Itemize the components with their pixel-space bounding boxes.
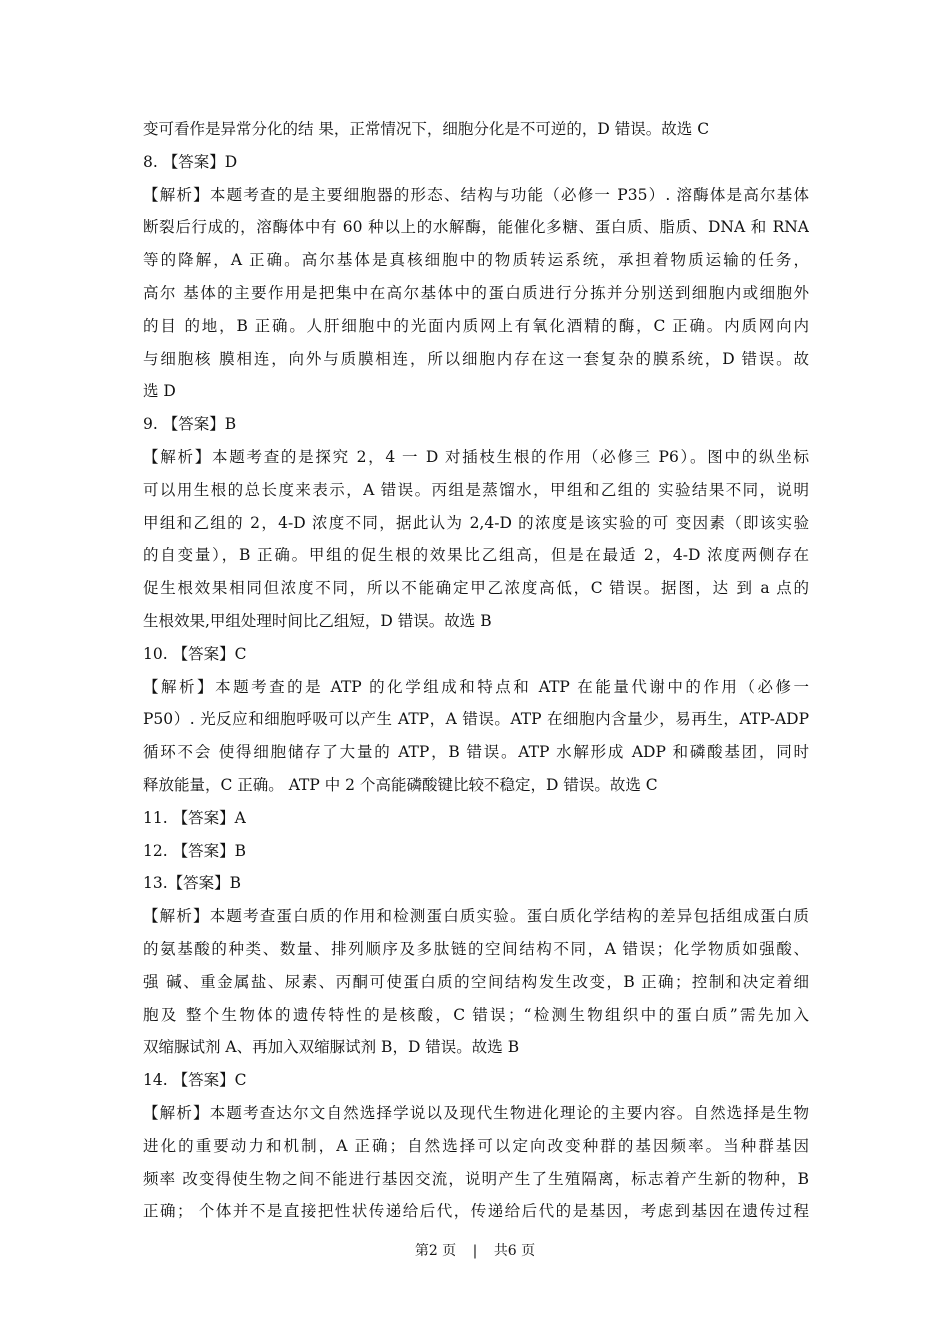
- text-line: 高尔 基体的主要作用是把集中在高尔基体中的蛋白质进行分拣并分别送到细胞内或细胞外: [143, 283, 809, 302]
- page-number: 第2 页: [414, 1243, 457, 1259]
- text-line: 可以用生根的总长度来表示，A 错误。丙组是蒸馏水，甲组和乙组的 实验结果不同，说明: [143, 480, 809, 499]
- text-line: 等的降解，A 正确。高尔基体是真核细胞中的物质转运系统，承担着物质运输的任务，: [143, 251, 809, 270]
- text-line: 生根效果,甲组处理时间比乙组短，D 错误。故选 B: [143, 611, 492, 630]
- text-line: 变可看作是异常分化的结 果，正常情况下，细胞分化是不可逆的，D 错误。故选 C: [143, 120, 710, 138]
- text-line: 【解析】本题考查的是探究 2，4 一 D 对插枝生根的作用（必修三 P6）。图中的纵坐标: [143, 447, 809, 466]
- text-line: 【解析】本题考查达尔文自然选择学说以及现代生物进化理论的主要内容。自然选择是生物: [143, 1103, 809, 1122]
- text-line: 【解析】本题考查的是 ATP 的化学组成和特点和 ATP 在能量代谢中的作用（必修一: [143, 677, 809, 696]
- text-line: 促生根效果相同但浓度不同，所以不能确定甲乙浓度高低，C 错误。据图，达 到 a 点的: [143, 579, 809, 598]
- text-line: 的自变量），B 正确。甲组的促生根的效果比乙组高，但是在最适 2，4-D 浓度两侧存在: [143, 546, 809, 565]
- text-line: 频率 改变得使生物之间不能进行基因交流，说明产生了生殖隔离，标志着产生新的物种，B: [143, 1169, 809, 1188]
- text-line: 【解析】本题考查的是主要细胞器的形态、结构与功能（必修一 P35）. 溶酶体是高尔基体: [143, 185, 809, 204]
- answer-analysis-text: [143, 113, 809, 1228]
- text-line: 进化的重要动力和机制，A 正确；自然选择可以定向改变种群的基因频率。当种群基因: [143, 1136, 809, 1155]
- text-line: 12. 【答案】B: [143, 841, 246, 860]
- text-line: 14. 【答案】C: [143, 1071, 247, 1090]
- text-line: 强 碱、重金属盐、尿素、丙酮可使蛋白质的空间结构发生改变，B 正确；控制和决定着细: [143, 972, 809, 991]
- text-line: 胞及 整个生物体的遗传特性的是核酸，C 错误；“检测生物组织中的蛋白质”需先加入: [143, 1005, 809, 1024]
- text-line: 循环不会 使得细胞储存了大量的 ATP，B 错误。ATP 水解形成 ADP 和磷酸基团，同时: [143, 743, 809, 762]
- text-line: P50）. 光反应和细胞呼吸可以产生 ATP，A 错误。ATP 在细胞内含量少，易再生，ATP-ADP: [143, 710, 809, 729]
- text-line: 11. 【答案】A: [143, 808, 246, 827]
- text-line: 甲组和乙组的 2，4-D 浓度不同，据此认为 2,4-D 的浓度是该实验的可 变因素（即该实验: [143, 513, 809, 532]
- text-line: 与细胞核 膜相连，向外与质膜相连，所以细胞内存在这一套复杂的膜系统，D 错误。故: [143, 349, 809, 368]
- text-line: 8. 【答案】D: [143, 152, 238, 171]
- text-line: 双缩脲试剂 A、再加入双缩脲试剂 B，D 错误。故选 B: [143, 1038, 520, 1057]
- text-line: 【解析】本题考查蛋白质的作用和检测蛋白质实验。蛋白质化学结构的差异包括组成蛋白质: [143, 907, 809, 926]
- text-line: 13.【答案】B: [143, 874, 242, 893]
- text-line: 断裂后行成的，溶酶体中有 60 种以上的水解酶，能催化多糖、蛋白质、脂质、DNA 和 RNA: [143, 218, 809, 237]
- text-line: 选 D: [143, 382, 176, 401]
- page-footer: [0, 1241, 950, 1261]
- text-line: 9. 【答案】B: [143, 415, 237, 434]
- text-line: 的目 的地，B 正确。人肝细胞中的光面内质网上有氧化酒精的酶，C 正确。内质网向内: [143, 316, 809, 335]
- total-pages: 共6 页: [493, 1243, 536, 1259]
- text-line: 释放能量，C 正确。 ATP 中 2 个高能磷酸键比较不稳定，D 错误。故选 C: [143, 775, 658, 794]
- text-line: 的氨基酸的种类、数量、排列顺序及多肽链的空间结构不同，A 错误；化学物质如强酸、: [143, 939, 809, 958]
- text-line: 正确； 个体并不是直接把性状传递给后代，传递给后代的是基因，考虑到基因在遗传过程: [143, 1202, 809, 1221]
- text-line: 10. 【答案】C: [143, 644, 247, 663]
- footer-separator: |: [472, 1243, 478, 1259]
